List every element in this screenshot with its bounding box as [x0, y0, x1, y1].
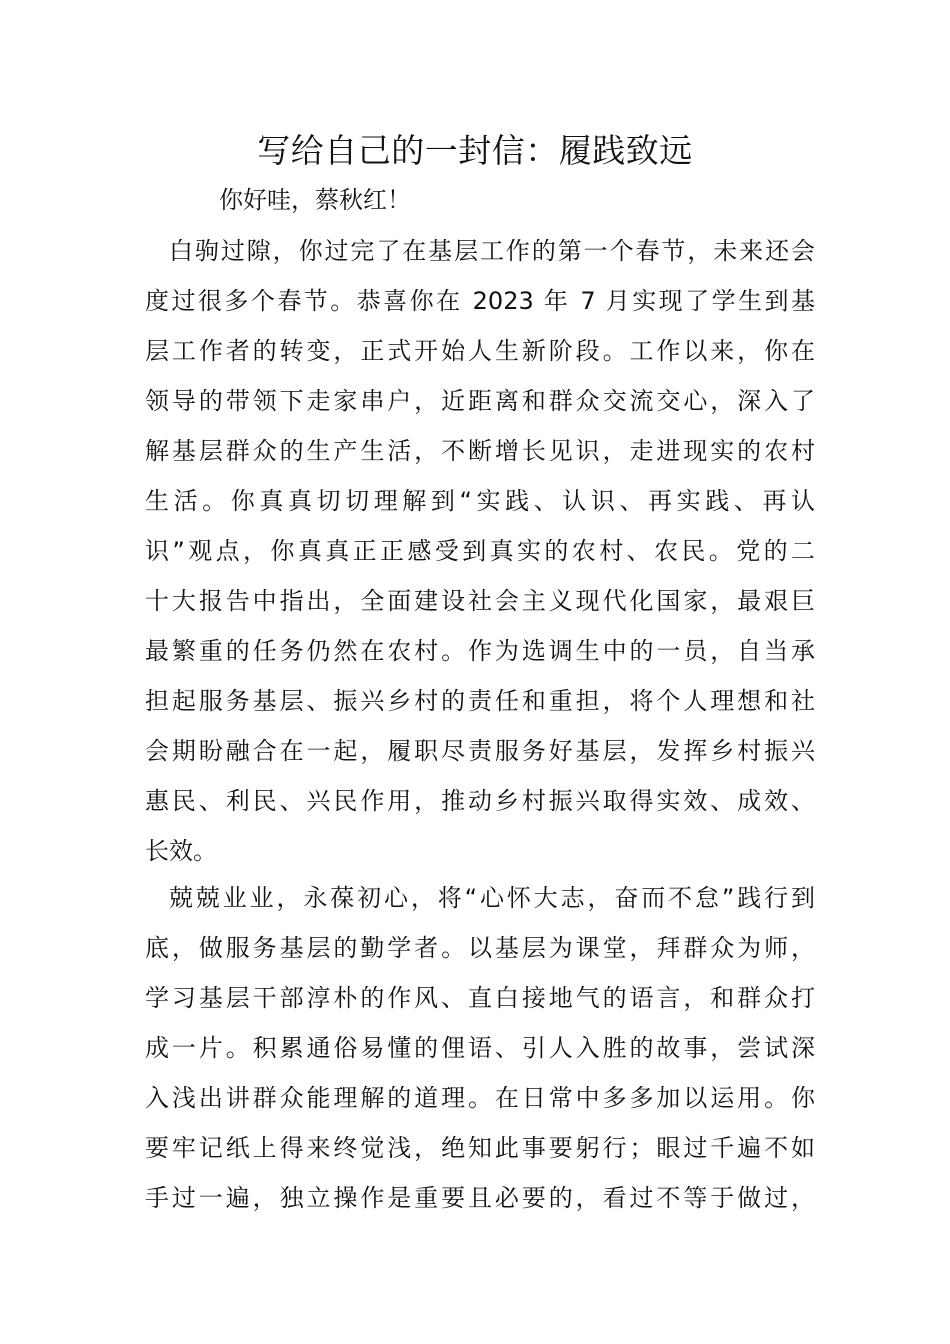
- paragraph-line: 生活。你真真切切理解到“实践、认识、再实践、再认: [145, 487, 815, 515]
- paragraph-line: 长效。: [145, 837, 217, 865]
- paragraph-line: 担起服务基层、振兴乡村的责任和重担，将个人理想和社: [145, 687, 815, 715]
- greeting-line: 你好哇，蔡秋红！: [219, 186, 411, 214]
- paragraph-line: 兢兢业业，永葆初心，将“心怀大志，奋而不怠”践行到: [169, 884, 815, 912]
- paragraph-line: 学习基层干部淳朴的作风、直白接地气的语言，和群众打: [145, 984, 815, 1012]
- paragraph-line: 识”观点，你真真正正感受到真实的农村、农民。党的二: [145, 537, 815, 565]
- paragraph-1: [145, 226, 815, 876]
- paragraph-line: 白驹过隙，你过完了在基层工作的第一个春节，未来还会: [169, 237, 815, 265]
- document-title: 写给自己的一封信：履践致远: [257, 131, 693, 170]
- paragraph-line: 底，做服务基层的勤学者。以基层为课堂，拜群众为师，: [145, 934, 815, 962]
- paragraph-line: 会期盼融合在一起，履职尽责服务好基层，发挥乡村振兴: [145, 737, 815, 765]
- paragraph-2: [145, 873, 815, 1223]
- paragraph-line: 层工作者的转变，正式开始人生新阶段。工作以来，你在: [145, 337, 815, 365]
- paragraph-line: 惠民、利民、兴民作用，推动乡村振兴取得实效、成效、: [145, 787, 815, 815]
- paragraph-line: 领导的带领下走家串户，近距离和群众交流交心，深入了: [145, 387, 815, 415]
- paragraph-line: 手过一遍，独立操作是重要且必要的，看过不等于做过，: [145, 1184, 815, 1212]
- paragraph-line: 度过很多个春节。恭喜你在 2023 年 7 月实现了学生到基: [145, 287, 815, 315]
- paragraph-line: 最繁重的任务仍然在农村。作为选调生中的一员，自当承: [145, 637, 815, 665]
- paragraph-line: 成一片。积累通俗易懂的俚语、引人入胜的故事，尝试深: [145, 1034, 815, 1062]
- paragraph-line: 解基层群众的生产生活，不断增长见识，走进现实的农村: [145, 437, 815, 465]
- paragraph-line: 要牢记纸上得来终觉浅，绝知此事要躬行；眼过千遍不如: [145, 1134, 815, 1162]
- paragraph-line: 入浅出讲群众能理解的道理。在日常中多多加以运用。你: [145, 1084, 815, 1112]
- paragraph-line: 十大报告中指出，全面建设社会主义现代化国家，最艰巨: [145, 587, 815, 615]
